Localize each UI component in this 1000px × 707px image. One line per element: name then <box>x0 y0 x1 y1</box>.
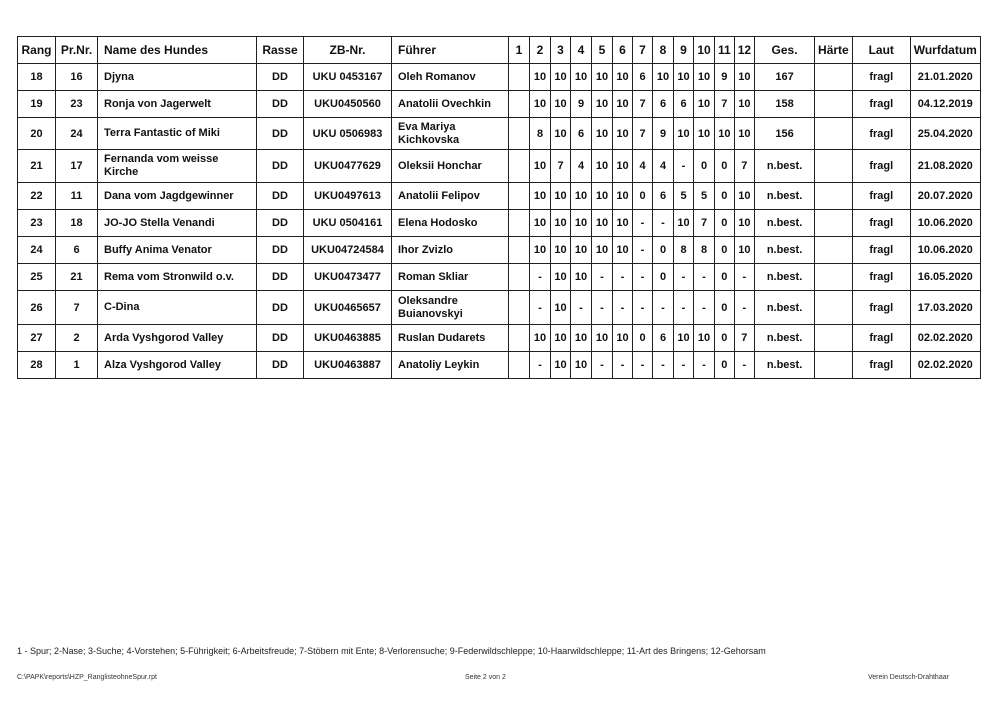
column-header: 3 <box>551 37 571 64</box>
handler-cell: Roman Skliar <box>392 264 509 291</box>
score-cell: 5 <box>694 183 715 210</box>
rank-cell: 21 <box>18 150 56 183</box>
score-cell: 10 <box>592 64 613 91</box>
column-header: 2 <box>530 37 551 64</box>
score-cell <box>509 91 530 118</box>
column-header: 9 <box>674 37 694 64</box>
total-cell: 158 <box>755 91 815 118</box>
score-cell: 10 <box>694 325 715 352</box>
score-cell: 10 <box>551 210 571 237</box>
voice-cell: fragl <box>852 118 910 150</box>
score-cell: 10 <box>551 325 571 352</box>
hardness-cell <box>815 264 853 291</box>
column-header: Führer <box>392 37 509 64</box>
score-cell: 4 <box>633 150 653 183</box>
score-cell: 10 <box>734 118 754 150</box>
footer-path: C:\PAPK\reports\HZP_RanglisteohneSpur.rpt <box>17 674 157 681</box>
score-cell: 10 <box>530 150 551 183</box>
birth-date-cell: 16.05.2020 <box>910 264 980 291</box>
birth-date-cell: 10.06.2020 <box>910 237 980 264</box>
voice-cell: fragl <box>852 291 910 325</box>
score-cell: 6 <box>653 325 674 352</box>
score-cell: 7 <box>633 91 653 118</box>
studbook-number-cell: UKU0463887 <box>304 352 392 379</box>
column-header: Wurfdatum <box>910 37 980 64</box>
score-cell: 10 <box>530 64 551 91</box>
hardness-cell <box>815 325 853 352</box>
studbook-number-cell: UKU0450560 <box>304 91 392 118</box>
dog-name-cell: Dana vom Jagdgewinner <box>98 183 257 210</box>
birth-date-cell: 20.07.2020 <box>910 183 980 210</box>
score-cell: 10 <box>734 210 754 237</box>
score-cell: 10 <box>592 91 613 118</box>
studbook-number-cell: UKU 0506983 <box>304 118 392 150</box>
score-cell: 10 <box>530 210 551 237</box>
score-cell: 5 <box>674 183 694 210</box>
score-cell: 10 <box>694 118 715 150</box>
score-cell: 4 <box>571 150 592 183</box>
score-cell: 10 <box>571 64 592 91</box>
dog-name-cell: Ronja von Jagerwelt <box>98 91 257 118</box>
score-cell: - <box>633 264 653 291</box>
dog-name-cell: Buffy Anima Venator <box>98 237 257 264</box>
score-cell: - <box>674 291 694 325</box>
score-cell: 10 <box>734 64 754 91</box>
rank-cell: 24 <box>18 237 56 264</box>
entry-number-cell: 24 <box>56 118 98 150</box>
score-cell: 9 <box>715 64 735 91</box>
hardness-cell <box>815 291 853 325</box>
score-cell <box>509 291 530 325</box>
entry-number-cell: 16 <box>56 64 98 91</box>
score-cell: 10 <box>613 64 633 91</box>
hardness-cell <box>815 352 853 379</box>
column-header: 5 <box>592 37 613 64</box>
score-cell: 0 <box>653 237 674 264</box>
score-cell <box>509 183 530 210</box>
score-cell <box>509 264 530 291</box>
score-cell: 10 <box>571 210 592 237</box>
score-cell: 10 <box>592 210 613 237</box>
score-cell: 10 <box>571 264 592 291</box>
score-cell: 10 <box>551 91 571 118</box>
score-cell: - <box>633 352 653 379</box>
dog-name-cell: Rema vom Stronwild o.v. <box>98 264 257 291</box>
birth-date-cell: 10.06.2020 <box>910 210 980 237</box>
score-cell: 0 <box>715 325 735 352</box>
score-cell <box>509 150 530 183</box>
score-cell: 6 <box>571 118 592 150</box>
breed-cell: DD <box>257 210 304 237</box>
score-cell: 10 <box>674 325 694 352</box>
column-header: 11 <box>715 37 735 64</box>
score-cell: 10 <box>571 183 592 210</box>
studbook-number-cell: UKU 0504161 <box>304 210 392 237</box>
score-cell: - <box>571 291 592 325</box>
score-cell: 9 <box>571 91 592 118</box>
legend-text: 1 - Spur; 2-Nase; 3-Suche; 4-Vorstehen; 5-Führigkeit; 6-Arbeitsfreude; 7-Stöbern mit Ente; 8-Verlorensuche; 9-Federwildschleppe; 10-Haarwildschleppe; 11-Art des Bringens; 12-Gehorsam <box>17 646 766 656</box>
score-cell: 10 <box>551 64 571 91</box>
handler-cell: Oleksandre Buianovskyi <box>392 291 509 325</box>
handler-cell: Anatolii Felipov <box>392 183 509 210</box>
score-cell: 7 <box>734 325 754 352</box>
score-cell: 10 <box>613 150 633 183</box>
column-header: ZB-Nr. <box>304 37 392 64</box>
birth-date-cell: 02.02.2020 <box>910 352 980 379</box>
studbook-number-cell: UKU0473477 <box>304 264 392 291</box>
score-cell: 10 <box>571 237 592 264</box>
studbook-number-cell: UKU04724584 <box>304 237 392 264</box>
handler-cell: Ihor Zvizlo <box>392 237 509 264</box>
voice-cell: fragl <box>852 183 910 210</box>
entry-number-cell: 2 <box>56 325 98 352</box>
score-cell: 0 <box>653 264 674 291</box>
hardness-cell <box>815 210 853 237</box>
voice-cell: fragl <box>852 91 910 118</box>
column-header: Pr.Nr. <box>56 37 98 64</box>
score-cell <box>509 352 530 379</box>
table-row <box>18 64 981 91</box>
score-cell: 10 <box>734 237 754 264</box>
score-cell: 0 <box>633 325 653 352</box>
footer-page: Seite 2 von 2 <box>465 674 506 681</box>
rank-cell: 23 <box>18 210 56 237</box>
score-cell: 10 <box>551 237 571 264</box>
score-cell: 7 <box>715 91 735 118</box>
column-header: 12 <box>734 37 754 64</box>
dog-name-cell: Arda Vyshgorod Valley <box>98 325 257 352</box>
total-cell: n.best. <box>755 237 815 264</box>
score-cell: - <box>734 291 754 325</box>
hardness-cell <box>815 64 853 91</box>
score-cell: 9 <box>653 118 674 150</box>
column-header: 6 <box>613 37 633 64</box>
rank-cell: 28 <box>18 352 56 379</box>
studbook-number-cell: UKU0497613 <box>304 183 392 210</box>
score-cell: 10 <box>613 91 633 118</box>
score-cell: 0 <box>715 210 735 237</box>
score-cell: - <box>653 210 674 237</box>
score-cell: - <box>694 291 715 325</box>
score-cell: - <box>674 352 694 379</box>
breed-cell: DD <box>257 91 304 118</box>
entry-number-cell: 6 <box>56 237 98 264</box>
entry-number-cell: 7 <box>56 291 98 325</box>
rank-cell: 22 <box>18 183 56 210</box>
table-row <box>18 291 981 325</box>
score-cell: 10 <box>592 237 613 264</box>
total-cell: 156 <box>755 118 815 150</box>
dog-name-cell: JO-JO Stella Venandi <box>98 210 257 237</box>
score-cell: 7 <box>551 150 571 183</box>
score-cell: - <box>592 264 613 291</box>
ranking-table <box>17 36 981 379</box>
total-cell: n.best. <box>755 291 815 325</box>
score-cell: 10 <box>674 64 694 91</box>
rank-cell: 18 <box>18 64 56 91</box>
score-cell: 0 <box>694 150 715 183</box>
birth-date-cell: 25.04.2020 <box>910 118 980 150</box>
column-header: 10 <box>694 37 715 64</box>
handler-cell: Oleh Romanov <box>392 64 509 91</box>
score-cell: 10 <box>592 183 613 210</box>
voice-cell: fragl <box>852 264 910 291</box>
voice-cell: fragl <box>852 352 910 379</box>
hardness-cell <box>815 91 853 118</box>
dog-name-cell: C-Dina <box>98 291 257 325</box>
score-cell: 10 <box>551 118 571 150</box>
score-cell: 0 <box>715 264 735 291</box>
score-cell: 10 <box>694 91 715 118</box>
hardness-cell <box>815 237 853 264</box>
score-cell <box>509 210 530 237</box>
column-header: Rang <box>18 37 56 64</box>
score-cell: 0 <box>715 352 735 379</box>
total-cell: n.best. <box>755 264 815 291</box>
score-cell: 10 <box>715 118 735 150</box>
column-header: Laut <box>852 37 910 64</box>
entry-number-cell: 1 <box>56 352 98 379</box>
birth-date-cell: 21.08.2020 <box>910 150 980 183</box>
handler-cell: Anatolii Ovechkin <box>392 91 509 118</box>
score-cell: 8 <box>674 237 694 264</box>
handler-cell: Ruslan Dudarets <box>392 325 509 352</box>
score-cell: - <box>613 291 633 325</box>
score-cell: - <box>530 352 551 379</box>
score-cell: - <box>592 352 613 379</box>
score-cell: - <box>734 352 754 379</box>
score-cell: 8 <box>694 237 715 264</box>
column-header: 4 <box>571 37 592 64</box>
score-cell: 10 <box>592 325 613 352</box>
column-header: Rasse <box>257 37 304 64</box>
total-cell: n.best. <box>755 183 815 210</box>
breed-cell: DD <box>257 264 304 291</box>
score-cell: 10 <box>613 325 633 352</box>
score-cell: 7 <box>633 118 653 150</box>
rank-cell: 27 <box>18 325 56 352</box>
score-cell: 0 <box>715 237 735 264</box>
score-cell: - <box>653 352 674 379</box>
breed-cell: DD <box>257 291 304 325</box>
hardness-cell <box>815 183 853 210</box>
score-cell: 10 <box>530 91 551 118</box>
breed-cell: DD <box>257 150 304 183</box>
table-body <box>18 64 981 379</box>
rank-cell: 25 <box>18 264 56 291</box>
score-cell <box>509 237 530 264</box>
score-cell: - <box>653 291 674 325</box>
score-cell: - <box>592 291 613 325</box>
studbook-number-cell: UKU0463885 <box>304 325 392 352</box>
total-cell: n.best. <box>755 150 815 183</box>
score-cell: 10 <box>613 210 633 237</box>
score-cell: 7 <box>694 210 715 237</box>
table-row <box>18 118 981 150</box>
table-row <box>18 352 981 379</box>
birth-date-cell: 04.12.2019 <box>910 91 980 118</box>
entry-number-cell: 23 <box>56 91 98 118</box>
header-row <box>18 37 981 64</box>
total-cell: n.best. <box>755 325 815 352</box>
breed-cell: DD <box>257 64 304 91</box>
score-cell: 0 <box>715 291 735 325</box>
voice-cell: fragl <box>852 210 910 237</box>
entry-number-cell: 17 <box>56 150 98 183</box>
rank-cell: 20 <box>18 118 56 150</box>
rank-cell: 19 <box>18 91 56 118</box>
score-cell: - <box>633 291 653 325</box>
score-cell <box>509 118 530 150</box>
score-cell: 10 <box>551 352 571 379</box>
score-cell: 10 <box>551 183 571 210</box>
total-cell: n.best. <box>755 210 815 237</box>
dog-name-cell: Terra Fantastic of Miki <box>98 118 257 150</box>
score-cell <box>509 325 530 352</box>
breed-cell: DD <box>257 183 304 210</box>
score-cell: 10 <box>530 325 551 352</box>
table-row <box>18 264 981 291</box>
score-cell: 0 <box>715 150 735 183</box>
hardness-cell <box>815 118 853 150</box>
total-cell: n.best. <box>755 352 815 379</box>
voice-cell: fragl <box>852 64 910 91</box>
handler-cell: Anatoliy Leykin <box>392 352 509 379</box>
score-cell: - <box>633 210 653 237</box>
handler-cell: Elena Hodosko <box>392 210 509 237</box>
birth-date-cell: 17.03.2020 <box>910 291 980 325</box>
score-cell: 10 <box>653 64 674 91</box>
column-header: 7 <box>633 37 653 64</box>
voice-cell: fragl <box>852 237 910 264</box>
voice-cell: fragl <box>852 150 910 183</box>
score-cell: 10 <box>571 352 592 379</box>
entry-number-cell: 11 <box>56 183 98 210</box>
score-cell: - <box>674 264 694 291</box>
score-cell: - <box>530 291 551 325</box>
score-cell: - <box>633 237 653 264</box>
score-cell: - <box>613 352 633 379</box>
score-cell: 0 <box>715 183 735 210</box>
table-row <box>18 237 981 264</box>
score-cell: - <box>613 264 633 291</box>
score-cell: 10 <box>613 237 633 264</box>
score-cell: 10 <box>530 237 551 264</box>
score-cell: - <box>530 264 551 291</box>
handler-cell: Eva Mariya Kichkovska <box>392 118 509 150</box>
score-cell: 8 <box>530 118 551 150</box>
score-cell: 10 <box>674 210 694 237</box>
score-cell: 10 <box>613 118 633 150</box>
score-cell: 10 <box>592 118 613 150</box>
score-cell: 10 <box>530 183 551 210</box>
column-header: Ges. <box>755 37 815 64</box>
score-cell: 6 <box>674 91 694 118</box>
score-cell: 10 <box>694 64 715 91</box>
score-cell: 10 <box>551 291 571 325</box>
score-cell: 6 <box>633 64 653 91</box>
score-cell: - <box>694 352 715 379</box>
score-cell: 10 <box>592 150 613 183</box>
score-cell: 10 <box>551 264 571 291</box>
hardness-cell <box>815 150 853 183</box>
footer-club: Verein Deutsch-Drahthaar <box>868 674 949 681</box>
score-cell: 4 <box>653 150 674 183</box>
total-cell: 167 <box>755 64 815 91</box>
score-cell: 10 <box>674 118 694 150</box>
score-cell: 7 <box>734 150 754 183</box>
entry-number-cell: 18 <box>56 210 98 237</box>
column-header: Härte <box>815 37 853 64</box>
dog-name-cell: Fernanda vom weisse Kirche <box>98 150 257 183</box>
voice-cell: fragl <box>852 325 910 352</box>
column-header: Name des Hundes <box>98 37 257 64</box>
score-cell: 10 <box>734 183 754 210</box>
score-cell: - <box>674 150 694 183</box>
column-header: 8 <box>653 37 674 64</box>
studbook-number-cell: UKU0465657 <box>304 291 392 325</box>
breed-cell: DD <box>257 325 304 352</box>
studbook-number-cell: UKU0477629 <box>304 150 392 183</box>
breed-cell: DD <box>257 237 304 264</box>
table-row <box>18 91 981 118</box>
score-cell: 10 <box>571 325 592 352</box>
score-cell <box>509 64 530 91</box>
entry-number-cell: 21 <box>56 264 98 291</box>
score-cell: - <box>694 264 715 291</box>
table-row <box>18 183 981 210</box>
birth-date-cell: 21.01.2020 <box>910 64 980 91</box>
breed-cell: DD <box>257 352 304 379</box>
score-cell: 0 <box>633 183 653 210</box>
column-header: 1 <box>509 37 530 64</box>
birth-date-cell: 02.02.2020 <box>910 325 980 352</box>
dog-name-cell: Djyna <box>98 64 257 91</box>
rank-cell: 26 <box>18 291 56 325</box>
score-cell: - <box>734 264 754 291</box>
breed-cell: DD <box>257 118 304 150</box>
table-row <box>18 325 981 352</box>
studbook-number-cell: UKU 0453167 <box>304 64 392 91</box>
score-cell: 10 <box>734 91 754 118</box>
table-row <box>18 150 981 183</box>
score-cell: 6 <box>653 183 674 210</box>
table-row <box>18 210 981 237</box>
dog-name-cell: Alza Vyshgorod Valley <box>98 352 257 379</box>
handler-cell: Oleksii Honchar <box>392 150 509 183</box>
score-cell: 6 <box>653 91 674 118</box>
score-cell: 10 <box>613 183 633 210</box>
